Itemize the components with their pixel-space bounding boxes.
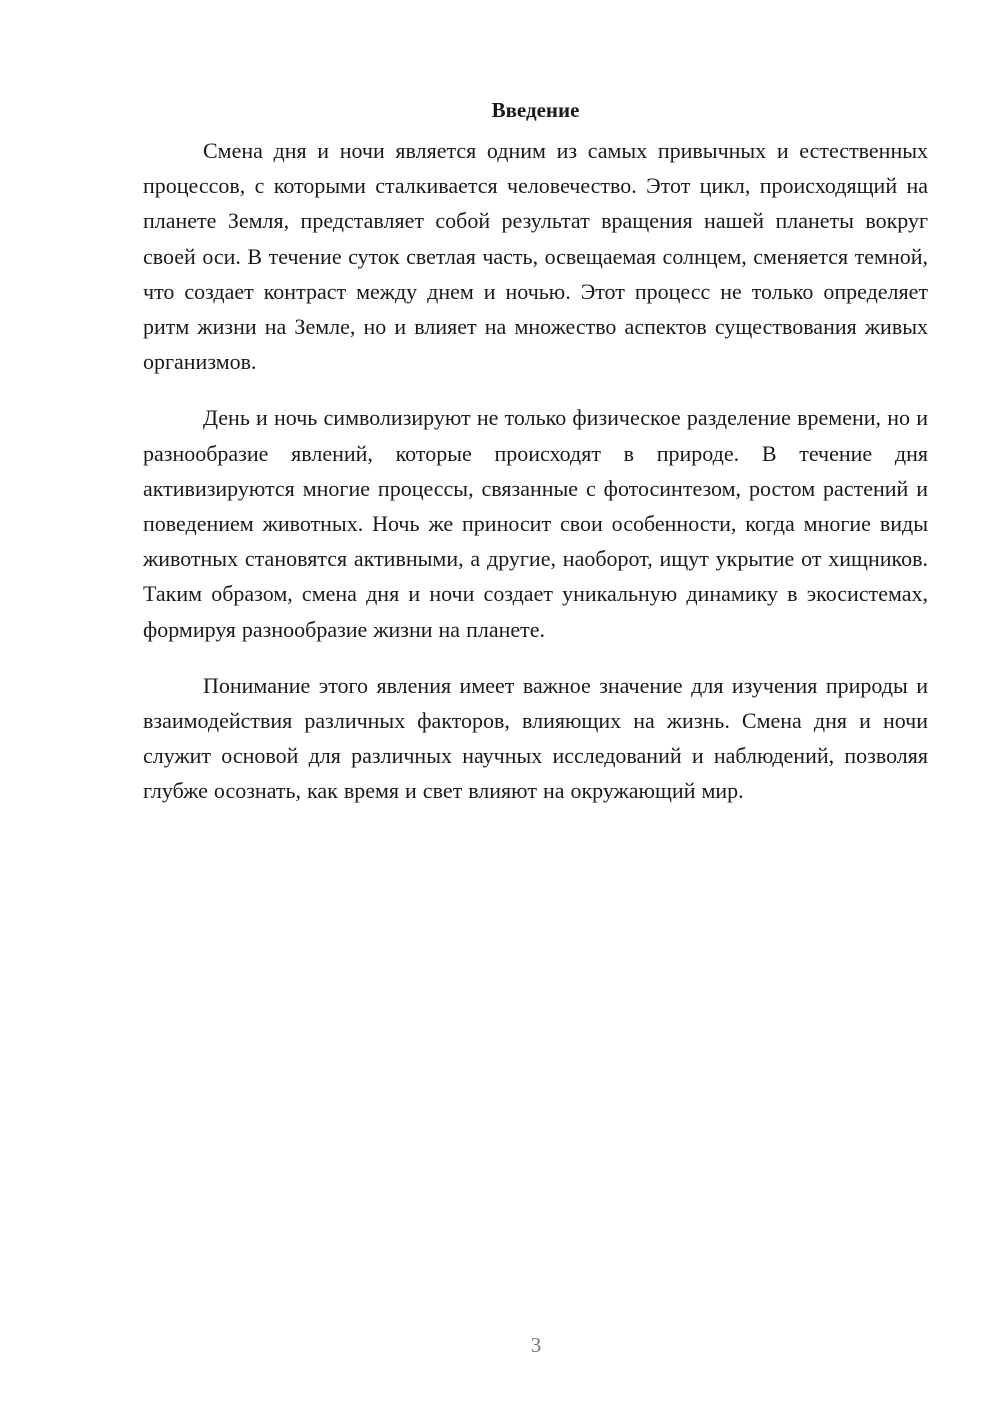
paragraph-3: Понимание этого явления имеет важное значение для изучения природы и взаимодействия различных факторов, влияющих на жизнь. Смена дня и ночи служит основой для различных научных исследований и наблюдений, позволяя глубже осознать, как время и свет влияют на окружающий мир. (143, 672, 928, 804)
section-heading: Введение (491, 98, 580, 122)
page-number: 3 (530, 1333, 542, 1357)
paragraph-2: День и ночь символизируют не только физическое разделение времени, но и разнообразие явлений, которые происходят в природе. В течение дня активизируются многие процессы, связанные с фотосинтезом, ростом растений и поведением животных. Ночь же приносит свои особенности, когда многие виды животных становятся активными, а другие, наоборот, ищут укрытие от хищников. Таким образом, смена дня и ночи создает уникальную динамику в экосистемах, формируя разнообразие жизни на планете. (143, 405, 928, 642)
paragraph-1: Смена дня и ночи является одним из самых привычных и естественных процессов, с которыми сталкивается человечество. Этот цикл, происходящий на планете Земля, представляет собой результат вращения нашей планеты вокруг своей оси. В течение суток светлая часть, освещаемая солнцем, сменяется темной, что создает контраст между днем и ночью. Этот процесс не только определяет ритм жизни на Земле, но и влияет на множество аспектов существования живых организмов. (143, 138, 928, 375)
page-content (143, 95, 928, 830)
